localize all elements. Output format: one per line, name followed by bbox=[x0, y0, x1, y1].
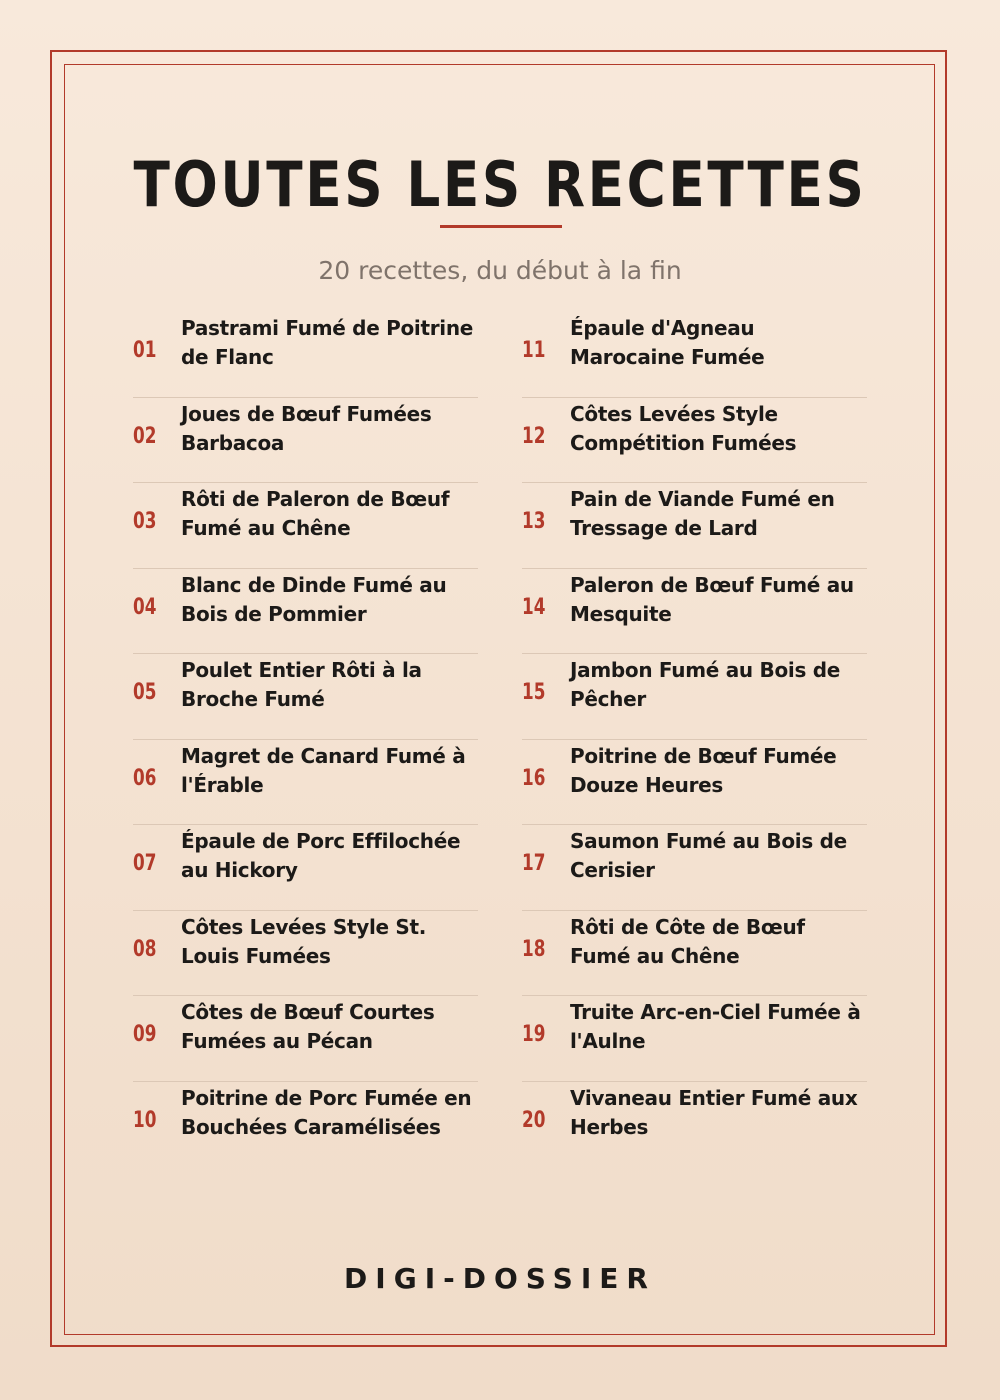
recipe-number: 17 bbox=[522, 851, 546, 876]
recipe-name: Poulet Entier Rôti à la Broche Fumé bbox=[181, 658, 422, 711]
recipe-list-right bbox=[522, 312, 867, 1167]
recipe-name: Saumon Fumé au Bois de Cerisier bbox=[570, 829, 847, 882]
recipe-number: 11 bbox=[522, 338, 546, 363]
recipe-name: Vivaneau Entier Fumé aux Herbes bbox=[570, 1085, 858, 1139]
recipe-name: Côtes Levées Style St. Louis Fumées bbox=[181, 914, 427, 968]
recipe-number: 09 bbox=[133, 1022, 157, 1047]
recipe-name: Poitrine de Porc Fumée en Bouchées Caramélisées bbox=[181, 1085, 472, 1139]
brand-footer: DIGI-DOSSIER bbox=[344, 1262, 656, 1295]
recipe-number: 18 bbox=[522, 936, 546, 962]
list-item bbox=[133, 312, 478, 398]
recipe-number: 14 bbox=[522, 594, 546, 620]
page-subtitle: 20 recettes, du début à la fin bbox=[318, 256, 682, 285]
recipe-name: Côtes de Bœuf Courtes Fumées au Pécan bbox=[181, 1000, 435, 1053]
recipe-name: Épaule de Porc Effilochée au Hickory bbox=[181, 829, 461, 882]
list-item bbox=[133, 398, 478, 484]
recipe-name: Blanc de Dinde Fumé au Bois de Pommier bbox=[181, 572, 447, 626]
list-item bbox=[133, 483, 478, 569]
list-item bbox=[133, 569, 478, 655]
recipe-number: 19 bbox=[522, 1022, 546, 1047]
list-item bbox=[133, 1082, 478, 1168]
recipe-name: Épaule d'Agneau Marocaine Fumée bbox=[570, 316, 765, 369]
list-item bbox=[522, 483, 867, 569]
recipe-number: 12 bbox=[522, 423, 546, 449]
recipe-name: Poitrine de Bœuf Fumée Douze Heures bbox=[570, 743, 837, 797]
recipe-number: 04 bbox=[133, 594, 157, 620]
recipe-number: 20 bbox=[522, 1107, 546, 1133]
recipe-number: 15 bbox=[522, 680, 546, 705]
recipe-number: 07 bbox=[133, 851, 157, 876]
recipe-name: Rôti de Côte de Bœuf Fumé au Chêne bbox=[570, 914, 805, 968]
recipe-list-left bbox=[133, 312, 478, 1167]
recipe-name: Paleron de Bœuf Fumé au Mesquite bbox=[570, 572, 854, 626]
recipe-number: 06 bbox=[133, 765, 157, 791]
recipe-name: Magret de Canard Fumé à l'Érable bbox=[181, 743, 466, 797]
list-item bbox=[133, 825, 478, 911]
list-item bbox=[522, 996, 867, 1082]
list-item bbox=[522, 911, 867, 997]
list-item bbox=[522, 654, 867, 740]
recipe-name: Joues de Bœuf Fumées Barbacoa bbox=[181, 401, 432, 455]
title-underline bbox=[440, 225, 562, 228]
recipe-name: Jambon Fumé au Bois de Pêcher bbox=[570, 658, 840, 711]
list-item bbox=[522, 740, 867, 826]
list-item bbox=[133, 740, 478, 826]
recipe-number: 05 bbox=[133, 680, 157, 705]
recipe-name: Pain de Viande Fumé en Tressage de Lard bbox=[570, 487, 835, 540]
recipe-number: 02 bbox=[133, 423, 157, 449]
recipe-number: 10 bbox=[133, 1107, 157, 1133]
recipe-number: 08 bbox=[133, 936, 157, 962]
list-item bbox=[522, 1082, 867, 1168]
page-title: TOUTES LES RECETTES bbox=[133, 148, 867, 221]
list-item bbox=[133, 996, 478, 1082]
list-item bbox=[133, 654, 478, 740]
recipe-number: 13 bbox=[522, 509, 546, 534]
recipe-name: Côtes Levées Style Compétition Fumées bbox=[570, 401, 797, 455]
list-item bbox=[133, 911, 478, 997]
recipe-number: 03 bbox=[133, 509, 157, 534]
list-item bbox=[522, 312, 867, 398]
list-item bbox=[522, 569, 867, 655]
recipe-name: Rôti de Paleron de Bœuf Fumé au Chêne bbox=[181, 487, 450, 540]
recipe-number: 01 bbox=[133, 338, 157, 363]
list-item bbox=[522, 398, 867, 484]
list-item bbox=[522, 825, 867, 911]
recipe-name: Pastrami Fumé de Poitrine de Flanc bbox=[181, 316, 474, 369]
recipe-number: 16 bbox=[522, 765, 546, 791]
recipe-name: Truite Arc-en-Ciel Fumée à l'Aulne bbox=[570, 1000, 861, 1053]
